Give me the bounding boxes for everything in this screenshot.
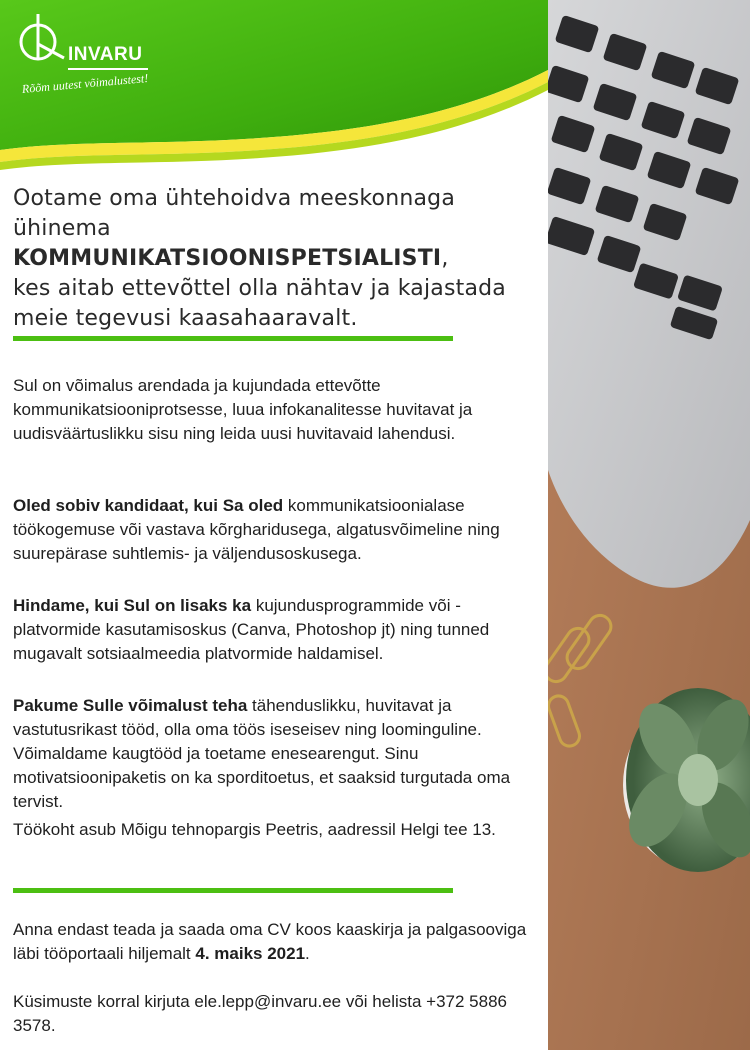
apply-text: Anna endast teada ja saada oma CV koos kaaskirja ja palgasooviga läbi tööportaali hiljemalt (13, 920, 527, 963)
deadline-date: 4. maiks 2021 (195, 944, 306, 963)
intro-line-2-comma: , (441, 246, 449, 271)
candidate-text: kommunikatsioonialase töökogemuse või vastava kõrgharidusega, algatusvõimeline ning suurepärase suhtlemis- ja väljendusoskusega. (13, 496, 500, 563)
brand-tagline: Rõõm uutest võimalustest! (21, 70, 149, 96)
logo-underline (68, 68, 148, 70)
intro-line-3: kes aitab ettevõttel olla nähtav ja kajastada (13, 276, 506, 301)
intro-line-2-text: ühinema (13, 216, 111, 241)
green-divider (13, 336, 453, 341)
green-divider (13, 888, 453, 893)
skills-text: kujundusprogrammide või -platvormide kasutamisoskus (Canva, Photoshop jt) ning tunned mugavalt sotsiaalmeedia platvormide haldamisel. (13, 596, 490, 663)
offer-lead: Pakume Sulle võimalust teha (13, 696, 248, 715)
brand-name: INVARU (68, 44, 143, 65)
intro-line-2 (13, 214, 543, 274)
intro-heading (13, 184, 543, 334)
paragraph-apply (13, 918, 538, 966)
laptop-plant-photo (548, 0, 750, 1050)
paragraph-skills (13, 594, 538, 666)
invaru-logo (14, 10, 164, 100)
job-title: KOMMUNIKATSIOONISPETSIALISTI (13, 246, 442, 271)
paragraph-candidate (13, 494, 538, 566)
intro-line-1: Ootame oma ühtehoidva meeskonnaga (13, 186, 456, 211)
skills-lead: Hindame, kui Sul on lisaks ka (13, 596, 252, 615)
logo-mark-icon (14, 10, 70, 70)
paragraph-opportunity: Sul on võimalus arendada ja kujundada ettevõtte kommunikatsiooniprotsesse, luua infokanalitesse huvitavat ja uudisväärtuslikku sisu ning leida uusi huvitavaid lahendusi. (13, 376, 473, 443)
paragraph-location: Töökoht asub Mõigu tehnopargis Peetris, aadressil Helgi tee 13. (13, 820, 496, 839)
apply-end: . (305, 944, 310, 963)
paragraph-contact: Küsimuste korral kirjuta ele.lepp@invaru.ee või helista +372 5886 3578. (13, 992, 508, 1035)
offer-text: tähenduslikku, huvitavat ja vastutusrikast tööd, olla oma töös iseseisev ning loominguline. Võimaldame kaugtööd ja toetame enesearengut. Sinu motivatsioonipaketis on ka sporditoetus, et saaksid turgutada oma tervist. (13, 696, 511, 811)
paragraph-offer (13, 694, 538, 814)
header-banner (0, 0, 548, 175)
candidate-lead: Oled sobiv kandidaat, kui Sa oled (13, 496, 284, 515)
intro-line-4: meie tegevusi kaasahaaravalt. (13, 306, 358, 331)
